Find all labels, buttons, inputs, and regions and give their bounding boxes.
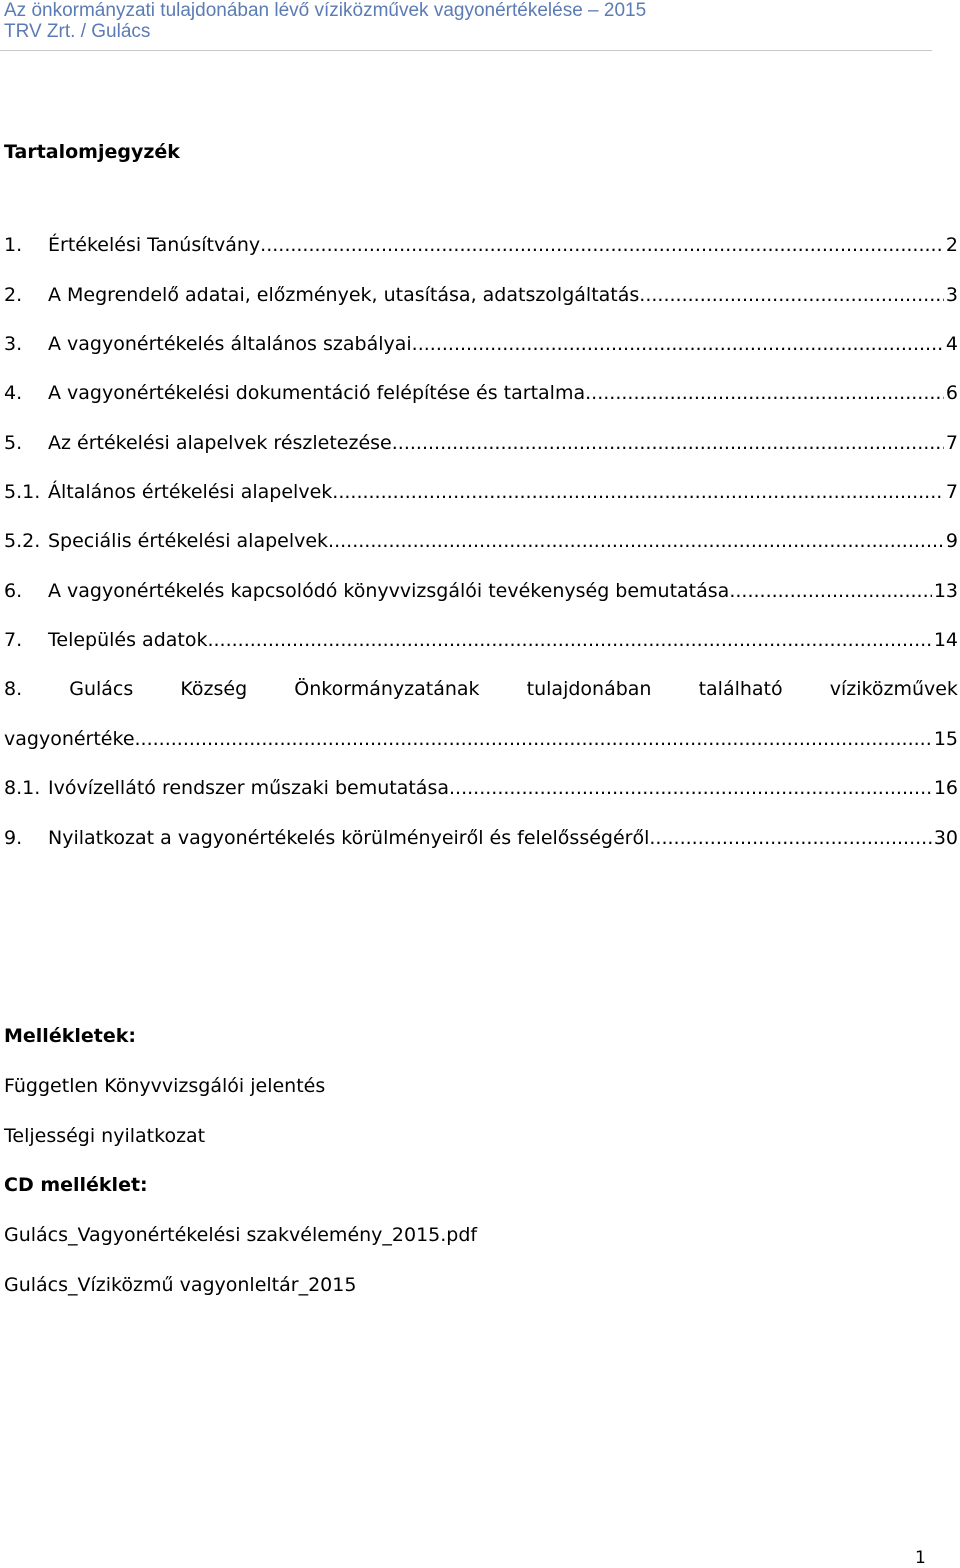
toc-entry-number: 1. <box>4 234 23 256</box>
toc-entry-number: 6. <box>4 580 23 602</box>
toc-entry-number: 2. <box>4 284 23 306</box>
toc-dot-leader <box>207 629 931 651</box>
header-document-title: Az önkormányzati tulajdonában lévő víziközművek vagyonértékelése – 2015 <box>4 0 647 21</box>
toc-entry-title: vagyonértéke <box>4 728 135 750</box>
toc-entry-title: Általános értékelési alapelvek <box>48 481 333 503</box>
toc-entry-title-word: víziközművek <box>829 678 958 700</box>
toc-dot-leader <box>729 580 931 602</box>
toc-entry-number: 9. <box>4 827 23 849</box>
toc-entry-number: 3. <box>4 333 23 355</box>
toc-entry-number: 8. <box>4 678 23 700</box>
cd-annex-item: Gulács_Víziközmű vagyonleltár_2015 <box>4 1274 357 1296</box>
toc-entry-title: Település adatok <box>48 629 208 651</box>
toc-dot-leader <box>260 234 944 256</box>
toc-entry[interactable] <box>4 728 958 754</box>
toc-entry-number: 5.2. <box>4 530 41 552</box>
toc-entry[interactable] <box>4 284 958 310</box>
toc-entry-page: 13 <box>933 580 958 602</box>
toc-entry[interactable] <box>4 777 958 803</box>
toc-entry-title: Értékelési Tanúsítvány <box>48 234 261 256</box>
toc-entry-title: Ivóvízellátó rendszer műszaki bemutatása <box>48 777 449 799</box>
toc-entry-title: A vagyonértékelési dokumentáció felépítése és tartalma <box>48 382 586 404</box>
toc-entry-title-word: Önkormányzatának <box>294 678 480 700</box>
cd-annex-item: Gulács_Vagyonértékelési szakvélemény_2015.pdf <box>4 1224 478 1246</box>
toc-entry-title: A Megrendelő adatai, előzmények, utasítása, adatszolgáltatás <box>48 284 640 306</box>
toc-dot-leader <box>135 728 932 750</box>
toc-entry-title-word: található <box>698 678 783 700</box>
toc-entry[interactable] <box>4 530 958 556</box>
toc-entry-number: 7. <box>4 629 23 651</box>
toc-entry[interactable] <box>4 580 958 606</box>
toc-entry[interactable] <box>4 432 958 458</box>
toc-entry-title-word: Gulács <box>69 678 134 700</box>
toc-entry-number: 5.1. <box>4 481 41 503</box>
toc-entry-page: 14 <box>933 629 958 651</box>
toc-entry[interactable] <box>4 382 958 408</box>
toc-entry-title: Nyilatkozat a vagyonértékelés körülményeiről és felelősségéről <box>48 827 650 849</box>
toc-entry-title: Speciális értékelési alapelvek <box>48 530 329 552</box>
toc-entry-title: Az értékelési alapelvek részletezése <box>48 432 392 454</box>
toc-entry-page: 4 <box>945 333 958 355</box>
toc-entry-title-word: tulajdonában <box>526 678 652 700</box>
toc-entry-page: 3 <box>945 284 958 306</box>
toc-entry-page: 7 <box>945 481 958 503</box>
toc-entry-page: 15 <box>933 728 958 750</box>
toc-entry-number: 4. <box>4 382 23 404</box>
toc-entry[interactable] <box>4 333 958 359</box>
toc-entry-page: 7 <box>945 432 958 454</box>
toc-entry-title: A vagyonértékelés kapcsolódó könyvvizsgálói tevékenység bemutatása <box>48 580 730 602</box>
page-title: Tartalomjegyzék <box>4 141 180 163</box>
toc-entry-wrapped-line[interactable] <box>4 678 958 700</box>
toc-entry-page: 6 <box>945 382 958 404</box>
header-company-location: TRV Zrt. / Gulács <box>4 21 151 42</box>
toc-dot-leader <box>332 481 944 503</box>
toc-entry-page: 30 <box>933 827 958 849</box>
cd-annex-heading: CD melléklet: <box>4 1174 148 1196</box>
toc-entry[interactable] <box>4 481 958 507</box>
toc-entry-page: 16 <box>933 777 958 799</box>
toc-dot-leader <box>639 284 944 306</box>
annexes-heading: Mellékletek: <box>4 1025 136 1047</box>
toc-entry-number: 8.1. <box>4 777 41 799</box>
toc-dot-leader <box>585 382 944 404</box>
toc-dot-leader <box>328 530 944 552</box>
header-divider <box>0 50 932 51</box>
toc-entry[interactable] <box>4 234 958 260</box>
toc-entry[interactable] <box>4 827 958 853</box>
toc-dot-leader <box>392 432 944 454</box>
annex-item: Teljességi nyilatkozat <box>4 1125 206 1147</box>
annex-item: Független Könyvvizsgálói jelentés <box>4 1075 326 1097</box>
toc-entry-title-word: Község <box>180 678 248 700</box>
page-number: 1 <box>915 1548 926 1568</box>
toc-dot-leader <box>649 827 931 849</box>
toc-entry-page: 9 <box>945 530 958 552</box>
toc-entry-page: 2 <box>945 234 958 256</box>
toc-entry[interactable] <box>4 629 958 655</box>
toc-dot-leader <box>449 777 932 799</box>
toc-dot-leader <box>412 333 944 355</box>
toc-entry-number: 5. <box>4 432 23 454</box>
toc-entry-title: A vagyonértékelés általános szabályai <box>48 333 412 355</box>
